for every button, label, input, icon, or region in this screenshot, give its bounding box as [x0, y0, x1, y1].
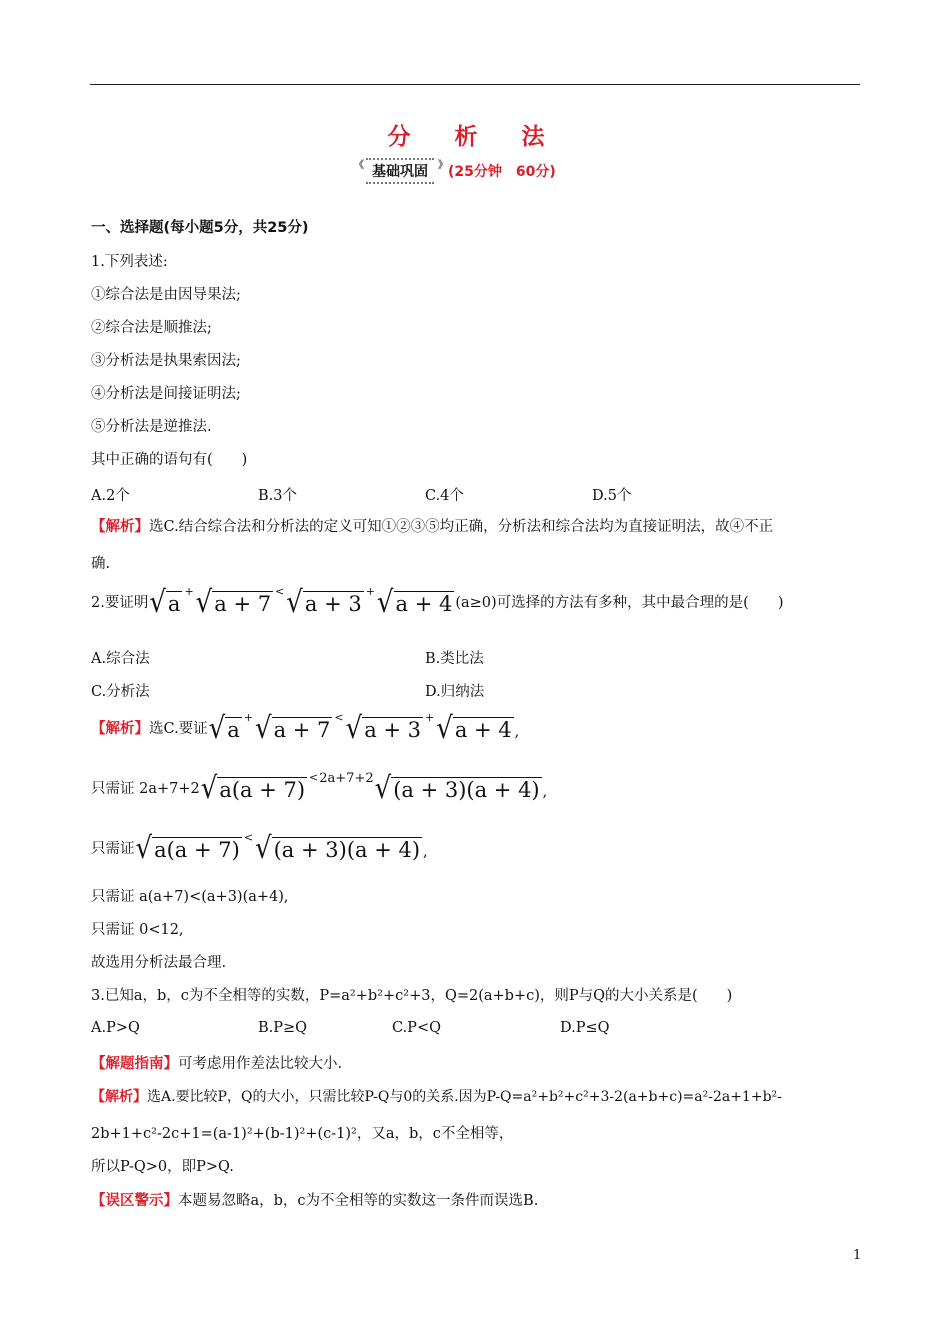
q2-suffix: (a≥0)可选择的方法有多种，其中最合理的是( ): [455, 595, 784, 611]
q3-warning: 【误区警示】本题易忽略a，b，c为不全相等的实数这一条件而误选B.: [91, 1193, 539, 1209]
q2-option-a: A.综合法: [91, 651, 150, 667]
section-heading: 一、选择题(每小题5分，共25分): [91, 220, 309, 236]
q2-step2: 只需证 2a+7+2 √ a(a + 7) < 2a+7+2 √ (a + 3)(a + 4) ,: [91, 771, 548, 807]
q2-inequality: √ a + √ a + 7 < √ a + 3 + √ a + 4: [149, 585, 453, 621]
q2-step4: 只需证 a(a+7)<(a+3)(a+4),: [91, 889, 289, 905]
analysis-tag: 【解析】: [91, 1089, 147, 1105]
q3-analysis-conclusion: 所以P-Q>0，即P>Q.: [91, 1159, 234, 1175]
q1-option-d: D.5个: [592, 488, 632, 504]
q3-guide: 【解题指南】可考虑用作差法比较大小.: [91, 1056, 343, 1072]
sqrt-a-plus-4: √ a + 4: [376, 585, 453, 621]
analysis-text: 选C.结合综合法和分析法的定义可知①②③⑤均正确，分析法和综合法均为直接证明法，故④不正: [149, 519, 774, 535]
page-number: 1: [853, 1248, 862, 1263]
q3-option-a: A.P>Q: [91, 1020, 140, 1036]
sqrt-a: √ a: [149, 585, 181, 621]
q1-question: 其中正确的语句有( ): [91, 452, 248, 468]
sqrt-a-plus-3: √ a + 3: [286, 585, 362, 621]
q2-prefix: 2.要证明: [91, 595, 149, 611]
sqrt-a-plus-7: √ a + 7: [195, 585, 272, 621]
q3-stem: 3.已知a，b，c为不全相等的实数，P=a²+b²+c²+3，Q=2(a+b+c)，则P与Q的大小关系是( ): [91, 988, 733, 1004]
page-title: 分 析 法: [387, 123, 563, 150]
q3-option-d: D.P≤Q: [560, 1020, 610, 1036]
q3-option-c: C.P<Q: [392, 1020, 441, 1036]
q1-item: ⑤分析法是逆推法.: [91, 419, 212, 435]
q2-option-d: D.归纳法: [425, 684, 485, 700]
q2-stem: [91, 585, 784, 621]
q1-option-a: A.2个: [91, 488, 130, 504]
q2-analysis: 【解析】 选C.要证 √ a + √ a + 7 < √ a + 3 + √ a + 4 ,: [91, 711, 520, 747]
q2-step5: 只需证 0<12,: [91, 922, 184, 938]
q1-item: ③分析法是执果索因法;: [91, 353, 241, 369]
guide-tag: 【解题指南】: [91, 1056, 178, 1072]
analysis-tag: 【解析】: [91, 721, 149, 737]
section-badge: 《 基础巩固 》: [366, 158, 434, 184]
header-rule: [90, 84, 860, 85]
time-info: (25分钟 60分): [448, 164, 556, 180]
analysis-tag: 【解析】: [91, 519, 149, 535]
q2-option-c: C.分析法: [91, 684, 150, 700]
q2-option-b: B.类比法: [425, 651, 484, 667]
q3-option-b: B.P≥Q: [258, 1020, 308, 1036]
q3-analysis: 【解析】选A.要比较P，Q的大小，只需比较P-Q与0的关系.因为P-Q=a²+b²+c²+3-2(a+b+c)=a²-2a+1+b²-: [91, 1089, 782, 1105]
q2-analysis-inequality: √ a + √ a + 7 < √ a + 3 + √ a + 4 ,: [208, 711, 520, 747]
q1-analysis-cont: 确.: [91, 556, 111, 572]
q1-option-b: B.3个: [258, 488, 297, 504]
q1-stem: 1.下列表述:: [91, 254, 168, 270]
q1-analysis: [91, 517, 773, 537]
q1-item: ①综合法是由因导果法;: [91, 287, 241, 303]
q1-item: ②综合法是顺推法;: [91, 320, 212, 336]
q1-option-c: C.4个: [425, 488, 464, 504]
warning-tag: 【误区警示】: [91, 1193, 178, 1209]
q2-step3: 只需证 √ a(a + 7) < √ (a + 3)(a + 4) ,: [91, 831, 428, 867]
q1-item: ④分析法是间接证明法;: [91, 386, 241, 402]
q3-analysis-cont: 2b+1+c²-2c+1=(a-1)²+(b-1)²+(c-1)²，又a，b，c不全相等，: [91, 1126, 514, 1142]
q2-step6: 故选用分析法最合理.: [91, 955, 227, 971]
section-header: [366, 156, 556, 186]
